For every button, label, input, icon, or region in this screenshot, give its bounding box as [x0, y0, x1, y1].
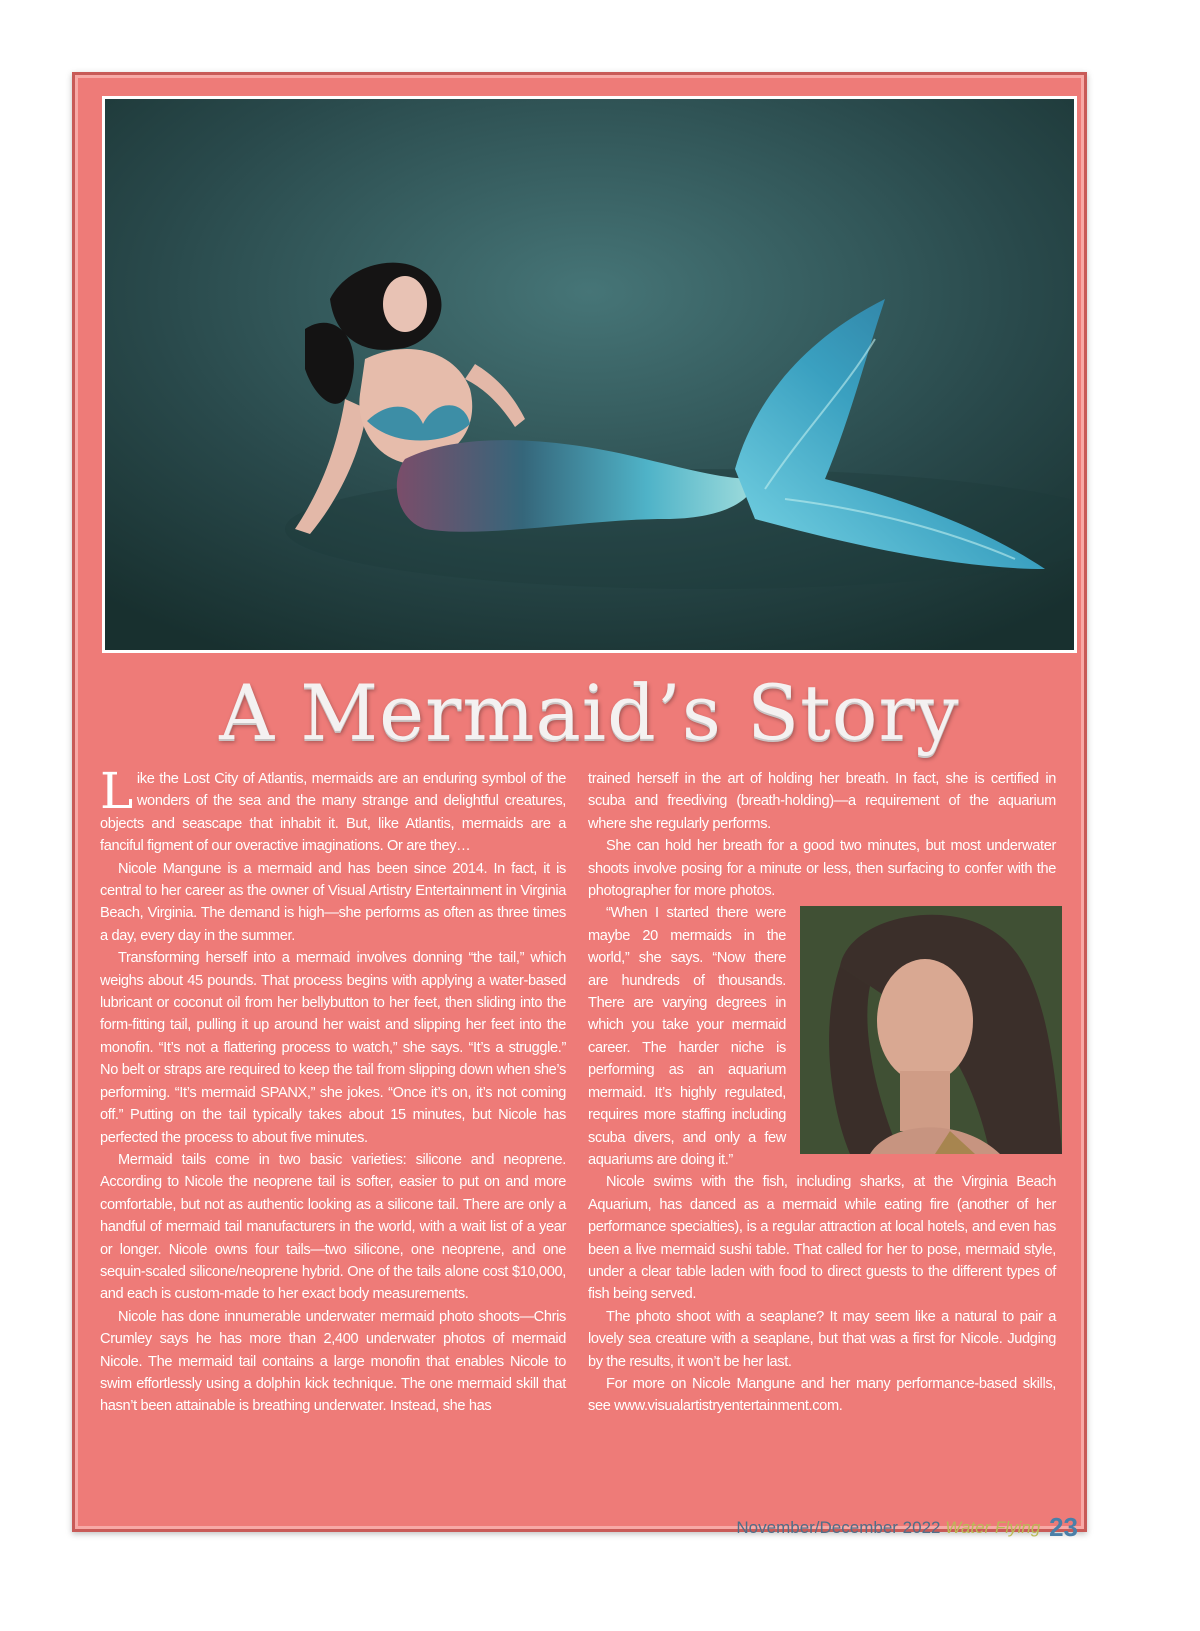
- right-column: [588, 768, 1056, 1418]
- paragraph-2: Nicole Mangune is a mermaid and has been since 2014. In fact, it is central to her career as the owner of Visual Artistry Entertainment in Virginia Beach, Virginia. The demand is high—she performs as often as three times a day, every day in the summer.: [100, 860, 566, 944]
- hero-photo-frame: [102, 96, 1077, 653]
- paragraph-9: Nicole swims with the fish, including sharks, at the Virginia Beach Aquarium, has danced as a mermaid while eating fire (another of her performance specialties), is a regular attraction at local hotels, and even has been a live mermaid sushi table. That called for her to pose, mermaid style, under a clear table laden with food to direct guests to the different types of fish being served.: [588, 1174, 1056, 1303]
- magazine-name: Water Flying: [945, 1518, 1041, 1537]
- article-title: A Mermaid’s Story: [219, 668, 960, 757]
- paragraph-1-text: ike the Lost City of Atlantis, mermaids are an enduring symbol of the wonders of the sea and the many strange and delightful creatures, objects and seascape that inhabit it. But, like Atlantis, mermaids are a fanciful figment of our overactive imaginations. Or are they…: [100, 771, 566, 855]
- paragraph-3: Transforming herself into a mermaid involves donning “the tail,” which weighs about 45 pounds. That process begins with applying a water-based lubricant or coconut oil from her bellybutton to her feet, then sliding into the form-fitting tail, pulling it up around her waist and slipping her feet into the monofin. “It’s not a flattering process to watch,” she says. “It’s a struggle.” No belt or straps are required to keep the tail from slipping down when she’s performing. “It’s mermaid SPANX,” she jokes. “Once it’s on, it’s not coming off.” Putting on the tail typically takes about 15 minutes, but Nicole has perfected the process to about five minutes.: [100, 950, 566, 1146]
- paragraph-1: [100, 762, 566, 858]
- paragraph-7: She can hold her breath for a good two minutes, but most underwater shoots involve posing for a minute or less, then surfacing to confer with the photographer for more photos.: [588, 838, 1056, 900]
- left-column: [100, 762, 566, 1418]
- paragraph-4: Mermaid tails come in two basic varieties: silicone and neoprene. According to Nicole the neoprene tail is softer, easier to put on and more comfortable, but not as authentic looking as a silicone tail. There are only a handful of mermaid tail manufacturers in the world, with a wait list of a year or longer. Nicole owns four tails—two silicone, one neoprene, and one sequin-scaled silicone/neoprene hybrid. One of the tails alone cost $10,000, and each is custom-made to her exact body measurements.: [100, 1151, 566, 1303]
- paragraph-5: Nicole has done innumerable underwater mermaid photo shoots—Chris Crumley says he has more than 2,400 underwater photos of mermaid Nicole. The mermaid tail contains a large monofin that enables Nicole to swim effortlessly using a dolphin kick technique. The one mermaid skill that hasn’t been attainable is breathing underwater. Instead, she has: [100, 1308, 566, 1415]
- drop-cap: L: [100, 762, 133, 820]
- mermaid-hero-photo: [105, 99, 1074, 650]
- nicole-portrait-photo: [800, 906, 1062, 1154]
- paragraph-6: trained herself in the art of holding her breath. In fact, she is certified in scuba and freediving (breath-holding)—a requirement of the aquarium where she regularly performs.: [588, 771, 1056, 832]
- paragraph-8-text: “When I started there were maybe 20 mermaids in the world,” she says. “Now there are hundreds of thousands. There are varying degrees in which you take your mermaid career. The harder niche is performing as an aquarium mermaid. It’s highly regulated, requires more staffing including scuba divers, and only a few aquariums are doing it.”: [588, 905, 786, 1168]
- paragraph-8: [588, 902, 1056, 1171]
- page-footer: [736, 1512, 1078, 1543]
- paragraph-11: For more on Nicole Mangune and her many performance-based skills, see www.visualartistryentertainment.com.: [588, 1375, 1056, 1415]
- page-number: 23: [1049, 1512, 1078, 1542]
- issue-date: November/December 2022: [736, 1518, 941, 1537]
- paragraph-10: The photo shoot with a seaplane? It may seem like a natural to pair a lovely sea creature with a seaplane, but that was a first for Nicole. Judging by the results, it won’t be her last.: [588, 1308, 1056, 1370]
